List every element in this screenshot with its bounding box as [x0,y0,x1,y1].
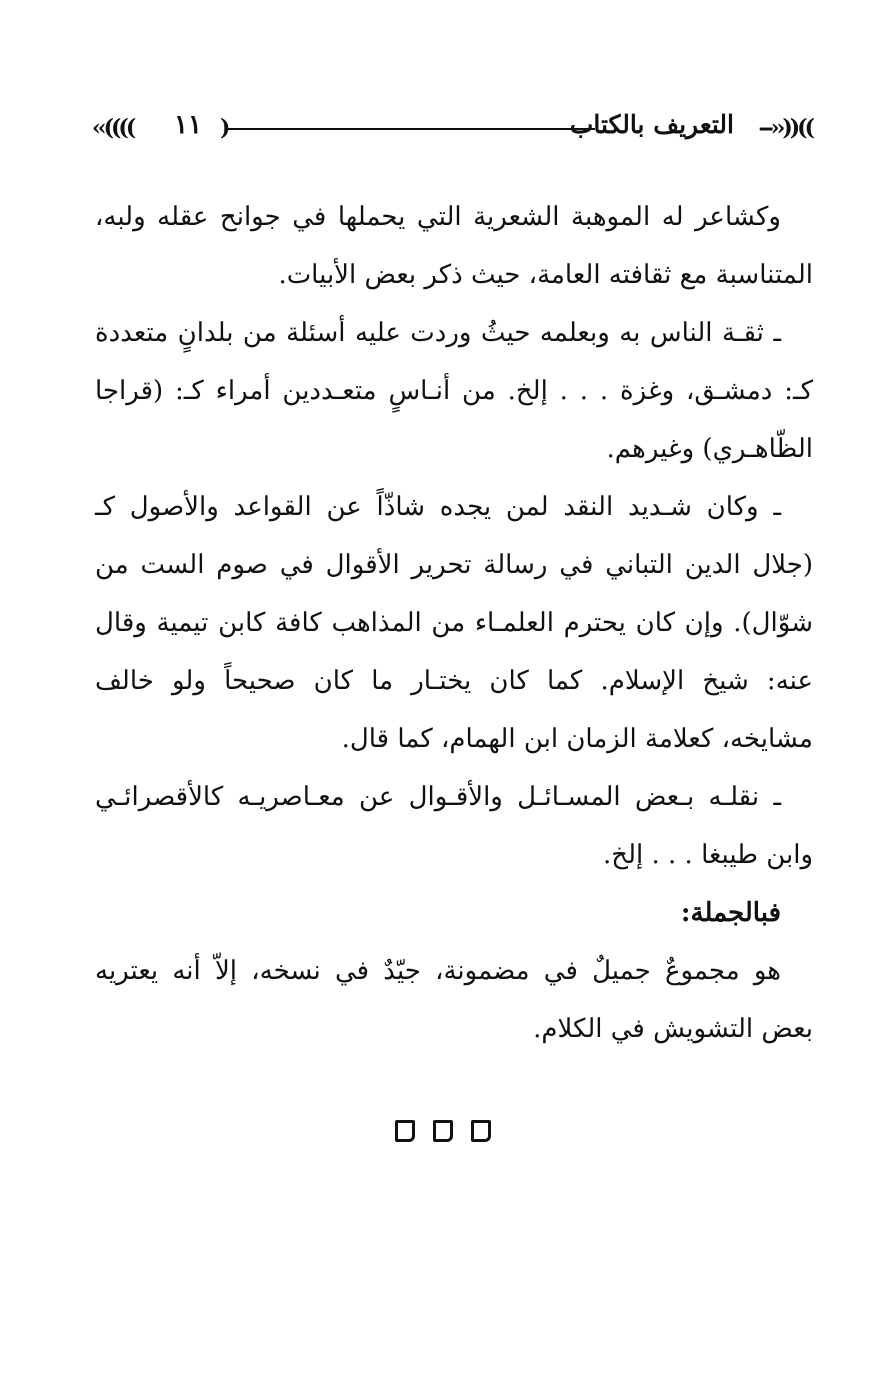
page-number: ١١ [174,110,202,140]
running-header [92,108,812,152]
header-ornament-number-bracket: ) [220,115,228,141]
paragraph-summary: هو مجموعٌ جميلٌ في مضمونة، جيّدٌ في نسخه، إلاّ أنه يعتريه بعض التشويش في الكلام. [95,956,813,1044]
summary-heading: فبالجملة: [680,898,781,928]
paragraph-criticism: ـ وكان شـديد النقد لمن يجده شاذّاً عن القواعد والأصول كـ (جلال الدين التباني في رسالة تحرير الأقوال في صوم الست من شوّال). وإن كان يحترم العلمـاء من المذاهب كافة كابن تيمية وقال عنه: شيخ الإسلام. كما كان يختـار ما كان صحيحاً ولو خالف مشايخه، كعلامة الزمان ابن الهمام، كما قال. [95,492,813,754]
paragraph-poet: وكشاعر له الموهبة الشعرية التي يحملها في جوانح عقله ولبه، المتناسبة مع ثقافته العامة، حيث ذكر بعض الأبيات. [95,202,813,290]
running-title: التعريف بالكتاب [569,110,734,139]
square-ornament-icon [433,1120,453,1142]
end-ornament [0,1120,885,1142]
square-ornament-icon [471,1120,491,1142]
paragraph-trust: ـ ثقـة الناس به وبعلمه حيثُ وردت عليه أسئلة من بلدانٍ متعددة كـ: دمشـق، وغزة . . . إلخ. من أنـاسٍ متعـددين أمراء كـ: (قراجا الظّاهـري) وغيرهم. [95,318,813,464]
body-text [95,188,813,1058]
header-rule [227,128,595,130]
header-ornament-right: --››))(( [758,115,812,141]
header-ornament-left: ‹‹(((( [92,115,134,141]
square-ornament-icon [395,1120,415,1142]
paragraph-quotations: ـ نقلـه بـعض المسـائـل والأقـوال عن معـاصريـه كالأقصرائـي وابن طيبغا . . . إلخ. [95,782,813,870]
